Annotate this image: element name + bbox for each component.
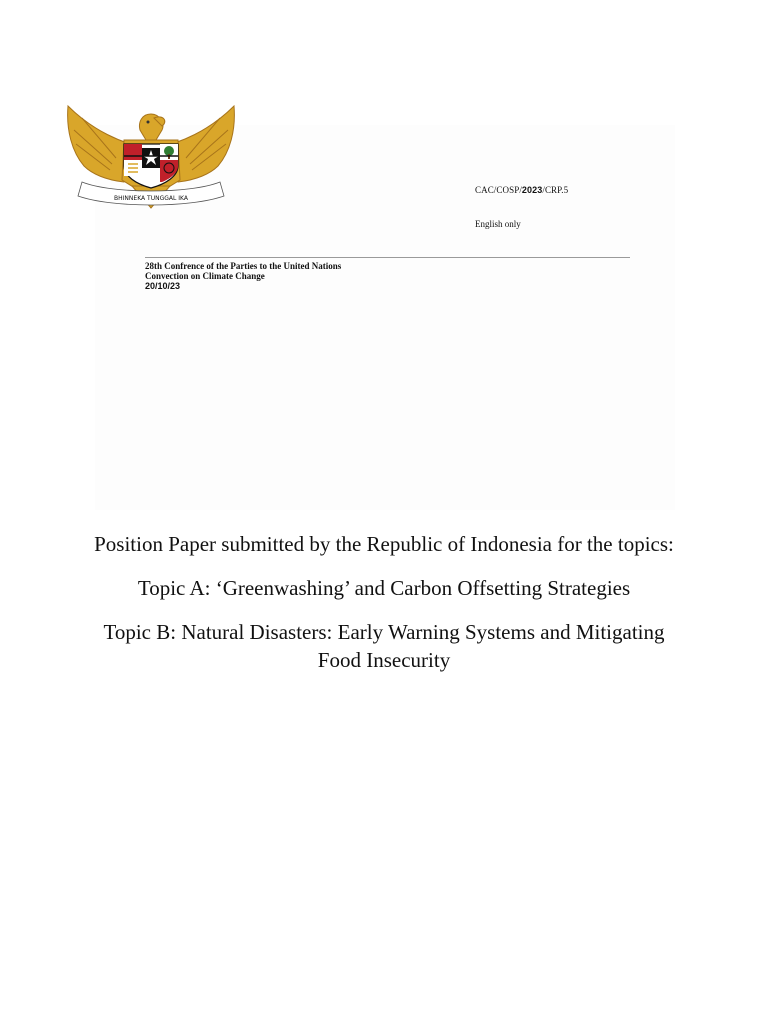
document-date: 20/10/23 — [145, 281, 181, 291]
conference-block — [145, 261, 475, 291]
paper-title: Position Paper submitted by the Republic of Indonesia for the topics: — [94, 532, 674, 556]
garuda-pancasila-emblem-icon — [62, 100, 240, 218]
language-note: English only — [475, 219, 521, 229]
topic-b: Topic B: Natural Disasters: Early Warning Systems and Mitigating Food Insecurity — [103, 620, 665, 672]
doc-symbol-year: 2023 — [521, 185, 543, 195]
conference-line-2: Convection on Climate Change — [145, 271, 265, 281]
document-symbol — [475, 185, 568, 195]
doc-symbol-suffix: /CRP.5 — [542, 185, 569, 195]
position-paper-body — [80, 530, 688, 690]
conference-line-1: 28th Confrence of the Parties to the United Nations — [145, 261, 342, 271]
doc-symbol-prefix: CAC/COSP/ — [475, 185, 522, 195]
emblem-motto: BHINNEKA TUNGGAL IKA — [114, 195, 188, 202]
topic-a: Topic A: ‘Greenwashing’ and Carbon Offsetting Strategies — [137, 576, 631, 600]
header-divider — [145, 257, 630, 258]
